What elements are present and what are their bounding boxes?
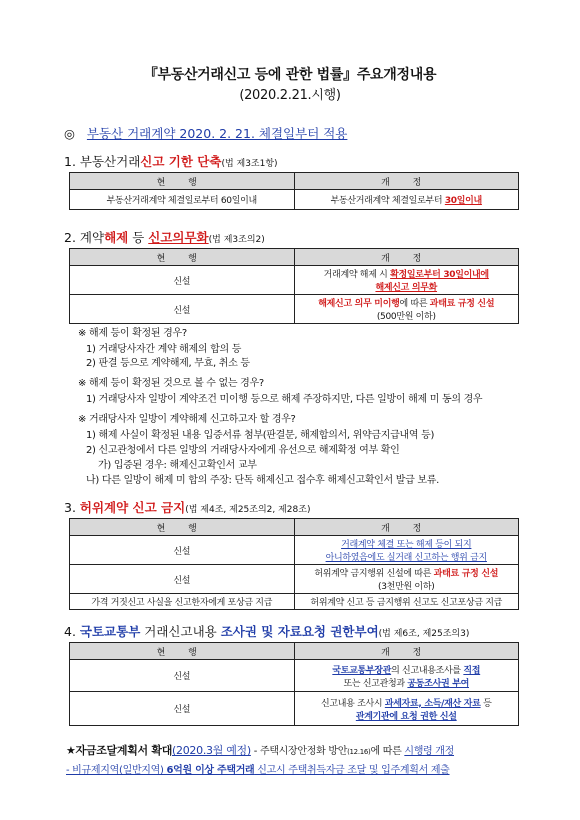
cell-text: 아니하였음에도 실거래 신고하는 행위 금지 — [325, 553, 487, 563]
cell-current: 신설 — [70, 266, 295, 295]
footer-star-line — [66, 742, 454, 758]
col-current: 현 행 — [70, 249, 295, 266]
footer-text: 신고시 주택취득자금 조달 및 입주계획서 제출 — [254, 765, 450, 776]
headline — [64, 124, 347, 142]
note3-subitem: 나) 다른 일방이 해제 미 합의 주장: 단독 해제신고 접수후 해제신고확인서 발급 보류. — [86, 475, 439, 486]
col-revised: 개 정 — [294, 643, 519, 660]
cell-highlight: 과태료 규정 신설 — [429, 299, 495, 309]
cell-highlight: 국토교통부장관 — [332, 665, 392, 676]
cell-text: 부동산거래계약 체결일로부터 — [330, 196, 445, 206]
cell-highlight: 과태료 규정 신설 — [433, 569, 499, 579]
cell-highlight: 30일이내 — [444, 196, 482, 206]
footer-star-title: ★자금조달계획서 확대 — [66, 744, 173, 757]
cell-text: 에 따른 — [399, 299, 430, 309]
section2-heading-highlight: 신고의무화 — [148, 230, 209, 245]
section2-heading-part: 2. 계약 — [64, 230, 105, 245]
cell-revised — [294, 295, 519, 324]
section2-heading-part: 등 — [128, 230, 149, 245]
table-row — [70, 266, 519, 295]
section1-heading — [64, 152, 278, 170]
section4-table — [69, 642, 519, 726]
cell-text: 또는 신고관청과 — [343, 678, 408, 689]
note2-item: 1) 거래당사자 일방이 계약조건 미이행 등으로 해제 주장하지만, 다른 일방이 해제 미 동의 경우 — [86, 394, 483, 405]
note1-item: 2) 판결 등으로 계약해제, 무효, 취소 등 — [86, 358, 250, 369]
table-header-row — [70, 643, 519, 660]
cell-highlight: 관계기관에 요청 권한 신설 — [355, 711, 457, 722]
section3-heading — [64, 498, 310, 516]
section3-heading-law: (법 제4조, 제25조의2, 제28조) — [185, 505, 311, 515]
note3-head: ※ 거래당사자 일방이 계약해제 신고하고자 할 경우? — [78, 414, 296, 425]
cell-text: 신고내용 조사시 — [320, 698, 385, 709]
table-header-row — [70, 519, 519, 536]
cell-current: 신설 — [70, 692, 295, 726]
section2-heading-highlight: 해제 — [104, 230, 129, 245]
footer-text: (12.16) — [347, 748, 371, 756]
cell-text: 거래계약 해제 시 — [323, 270, 391, 280]
section4-heading-law: (법 제6조, 제25조의3) — [378, 629, 470, 639]
cell-text: 의 신고내용조사를 — [391, 665, 464, 676]
cell-highlight: 해제신고 의무 미이행 — [318, 299, 400, 309]
section1-heading-highlight: 신고 기한 단축 — [140, 154, 222, 169]
cell-current: 신설 — [70, 295, 295, 324]
col-current: 현 행 — [70, 643, 295, 660]
section1-heading-law: (법 제3조1항) — [221, 159, 278, 169]
cell-current: 신설 — [70, 660, 295, 692]
note3-item: 1) 해제 사실이 확정된 내용 입증서류 첨부(판결문, 해제합의서, 위약금지급내역 등) — [86, 430, 435, 441]
cell-highlight: 과세자료, 소득/재산 자료 — [384, 698, 481, 709]
cell-text: 거래계약 체결 또는 해제 등이 되지 — [341, 540, 472, 550]
section2-table — [69, 248, 519, 324]
cell-current: 부동산거래계약 체결일로부터 60일이내 — [70, 190, 295, 210]
footer-dash-line — [66, 761, 450, 776]
table-header-row — [70, 173, 519, 190]
note3-subitem: 가) 입증된 경우: 해제신고확인서 교부 — [98, 460, 257, 471]
headline-mark: ◎ — [64, 126, 75, 141]
section4-heading-part: 4. — [64, 624, 80, 639]
table-row — [70, 660, 519, 692]
table-row — [70, 536, 519, 565]
footer-date: (2020.3월 예정) — [172, 744, 251, 757]
section2-heading-law: (법 제3조의2) — [208, 235, 265, 245]
cell-text: (500만원 이하) — [376, 312, 436, 322]
note2-head: ※ 해제 등이 확정된 것으로 볼 수 없는 경우? — [78, 378, 264, 389]
cell-revised — [294, 565, 519, 594]
cell-text: (3천만원 이하) — [378, 582, 435, 592]
cell-revised — [294, 660, 519, 692]
section3-heading-part: 3. — [64, 500, 80, 515]
section1-table — [69, 172, 519, 210]
cell-revised — [294, 190, 519, 210]
note3-item: 2) 신고관청에서 다른 일방의 거래당사자에게 유선으로 해제확정 여부 확인 — [86, 445, 400, 456]
cell-current: 가격 거짓신고 사실을 신고한자에게 포상금 지급 — [70, 594, 295, 610]
table-row — [70, 295, 519, 324]
table-row — [70, 190, 519, 210]
section4-heading-part: 거래신고내용 — [140, 624, 221, 639]
note1-head: ※ 해제 등이 확정된 경우? — [78, 328, 187, 339]
page-title: 『부동산거래신고 등에 관한 법률』주요개정내용 — [143, 67, 437, 83]
footer-text: 에 따른 — [370, 746, 405, 757]
col-revised: 개 정 — [294, 173, 519, 190]
cell-current: 신설 — [70, 565, 295, 594]
note1-item: 1) 거래당사자간 계약 해제의 합의 등 — [86, 344, 242, 355]
table-row — [70, 594, 519, 610]
cell-revised — [294, 536, 519, 565]
footer-highlight: 6억원 이상 주택거래 — [166, 765, 255, 776]
headline-text: 부동산 거래계약 2020. 2. 21. 체결일부터 적용 — [86, 126, 348, 141]
cell-highlight: 공동조사권 부여 — [407, 678, 469, 689]
table-row — [70, 565, 519, 594]
footer-text: - 주택시장안정화 방안 — [250, 746, 348, 757]
table-header-row — [70, 249, 519, 266]
cell-text: 등 — [480, 698, 492, 709]
table-row — [70, 692, 519, 726]
section3-table — [69, 518, 519, 610]
section3-heading-highlight: 허위계약 신고 금지 — [79, 500, 186, 515]
col-revised: 개 정 — [294, 249, 519, 266]
section2-heading — [64, 228, 265, 246]
section1-heading-part: 1. 부동산거래 — [64, 154, 141, 169]
page-subtitle: (2020.2.21.시행) — [239, 88, 341, 103]
cell-highlight: 직접 — [463, 665, 481, 676]
col-revised: 개 정 — [294, 519, 519, 536]
cell-revised — [294, 692, 519, 726]
footer-highlight: 시행령 개정 — [404, 746, 455, 757]
col-current: 현 행 — [70, 173, 295, 190]
cell-highlight: 확정일로부터 30일이내에 — [390, 270, 489, 280]
section4-heading — [64, 622, 469, 640]
cell-current: 신설 — [70, 536, 295, 565]
cell-text: 허위계약 금지행위 신설에 따른 — [314, 569, 434, 579]
section4-heading-highlight: 국토교통부 — [79, 624, 141, 639]
cell-highlight: 해제신고 의무화 — [375, 283, 438, 293]
cell-revised: 허위계약 신고 등 금지행위 신고도 신고포상금 지급 — [294, 594, 519, 610]
col-current: 현 행 — [70, 519, 295, 536]
section4-heading-highlight: 조사권 및 자료요청 권한부여 — [220, 624, 379, 639]
cell-revised — [294, 266, 519, 295]
footer-text: - 비규제지역(일반지역) — [66, 765, 167, 776]
